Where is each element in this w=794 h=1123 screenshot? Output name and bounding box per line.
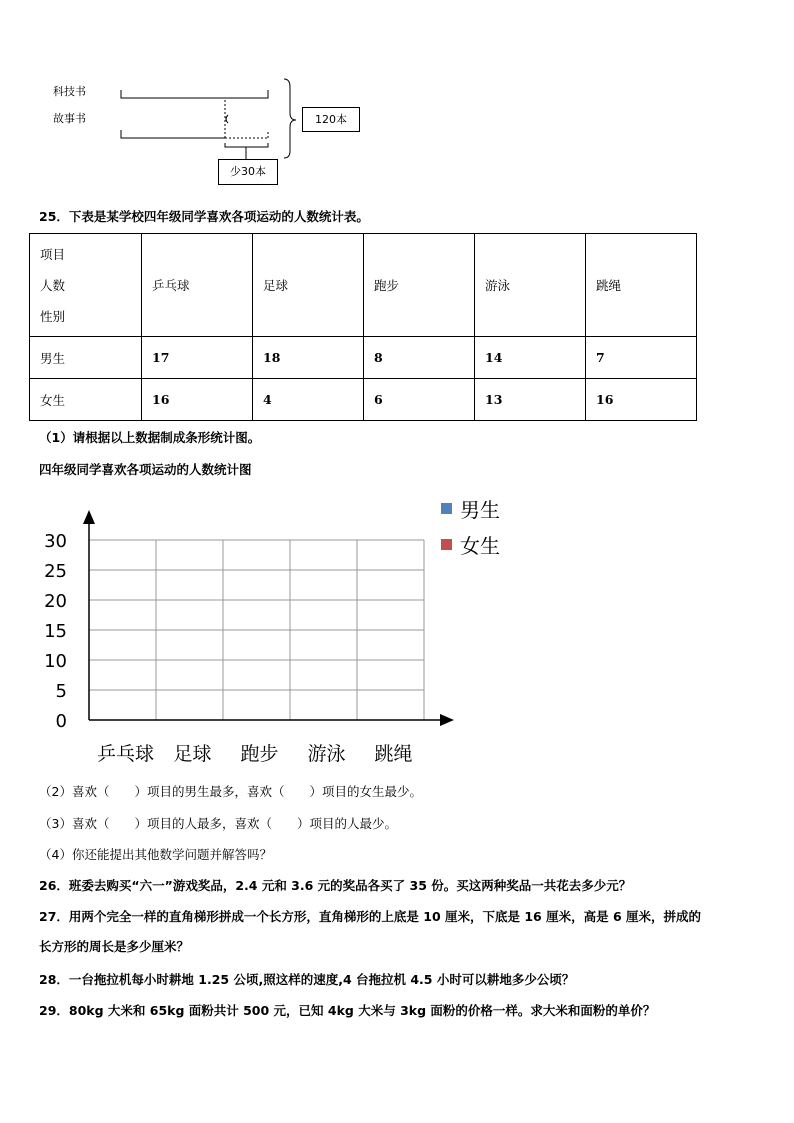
table-row-girls [30, 379, 697, 421]
table-header-row [30, 234, 697, 337]
q25-sub1: （1）请根据以上数据制成条形统计图。 [39, 430, 261, 445]
sports-stats-table [29, 233, 697, 421]
y-tick-label: 5 [55, 681, 67, 702]
q27-line2: 长方形的周长是多少厘米？ [39, 939, 190, 954]
q27-line1: 27．用两个完全一样的直角梯形拼成一个长方形，直角梯形的上底是 10 厘米，下底是 16 厘米，高是 6 厘米，拼成的 [39, 909, 701, 924]
table-cell: 13 [475, 379, 586, 421]
legend-label-boys: 男生 [460, 497, 500, 522]
table-cell: 8 [364, 337, 475, 379]
table-cell: 6 [364, 379, 475, 421]
table-cell: 16 [586, 379, 697, 421]
x-tick-label: 游泳 [307, 743, 346, 765]
q25-sub3: （3）喜欢（ ）项目的人最多，喜欢（ ）项目的人最少。 [39, 816, 397, 831]
column-header: 乒乓球 [142, 234, 253, 337]
x-tick-label: 乒乓球 [96, 743, 155, 765]
difference-brace [225, 143, 268, 147]
science-books-segment [121, 90, 268, 98]
column-header: 游泳 [475, 234, 586, 337]
y-tick-label: 10 [44, 651, 67, 672]
table-cell: 7 [586, 337, 697, 379]
q29: 29．80kg 大米和 65kg 面粉共计 500 元，已知 4kg 大米与 3kg 面粉的价格一样。求大米和面粉的单价？ [39, 1003, 656, 1018]
q25-title: 25．下表是某学校四年级同学喜欢各项运动的人数统计表。 [39, 209, 369, 224]
column-header: 足球 [253, 234, 364, 337]
chart-caption: 四年级同学喜欢各项运动的人数统计图 [39, 462, 252, 477]
table-cell: 17 [142, 337, 253, 379]
x-tick-label: 跳绳 [374, 743, 413, 765]
chart-legend [441, 494, 500, 558]
y-tick-label: 30 [44, 531, 67, 552]
row-label: 男生 [30, 337, 142, 379]
total-box [302, 107, 360, 132]
column-header: 跑步 [364, 234, 475, 337]
y-tick-label: 15 [44, 621, 67, 642]
legend-item-boys [441, 494, 500, 522]
q26: 26．班委去购买“六一”游戏奖品，2.4 元和 3.6 元的奖品各买了 35 份。买这两种奖品一共花去多少元？ [39, 878, 632, 893]
y-tick-label: 0 [55, 711, 67, 732]
table-row-boys [30, 337, 697, 379]
y-tick-label: 20 [44, 591, 67, 612]
x-axis-arrow [440, 714, 454, 726]
row-label: 女生 [30, 379, 142, 421]
q25-sub4: （4）你还能提出其他数学问题并解答吗？ [39, 847, 272, 862]
legend-swatch-boys [441, 503, 452, 514]
legend-label-girls: 女生 [460, 533, 500, 558]
difference-label: 少30本 [230, 165, 266, 178]
difference-box [218, 159, 278, 185]
x-tick-label: 足球 [173, 743, 212, 765]
table-cell: 18 [253, 337, 364, 379]
y-tick-label: 25 [44, 561, 67, 582]
legend-swatch-girls [441, 539, 452, 550]
story-books-segment [121, 130, 225, 138]
y-axis-arrow [83, 510, 95, 524]
q25-sub2: （2）喜欢（ ）项目的男生最多，喜欢（ ）项目的女生最少。 [39, 784, 422, 799]
total-brace [284, 79, 296, 158]
table-cell: 4 [253, 379, 364, 421]
table-corner-cell: 项目 人数 性别 [30, 234, 142, 337]
label-science-books: 科技书 [53, 85, 86, 98]
x-tick-label: 跑步 [240, 743, 279, 765]
legend-item-girls [441, 530, 500, 558]
table-cell: 14 [475, 337, 586, 379]
label-story-books: 故事书 [53, 112, 86, 125]
table-cell: 16 [142, 379, 253, 421]
total-label: 120本 [315, 113, 347, 126]
q28: 28．一台拖拉机每小时耕地 1.25 公顷,照这样的速度,4 台拖拉机 4.5 小时可以耕地多少公顷？ [39, 972, 575, 987]
column-header: 跳绳 [586, 234, 697, 337]
